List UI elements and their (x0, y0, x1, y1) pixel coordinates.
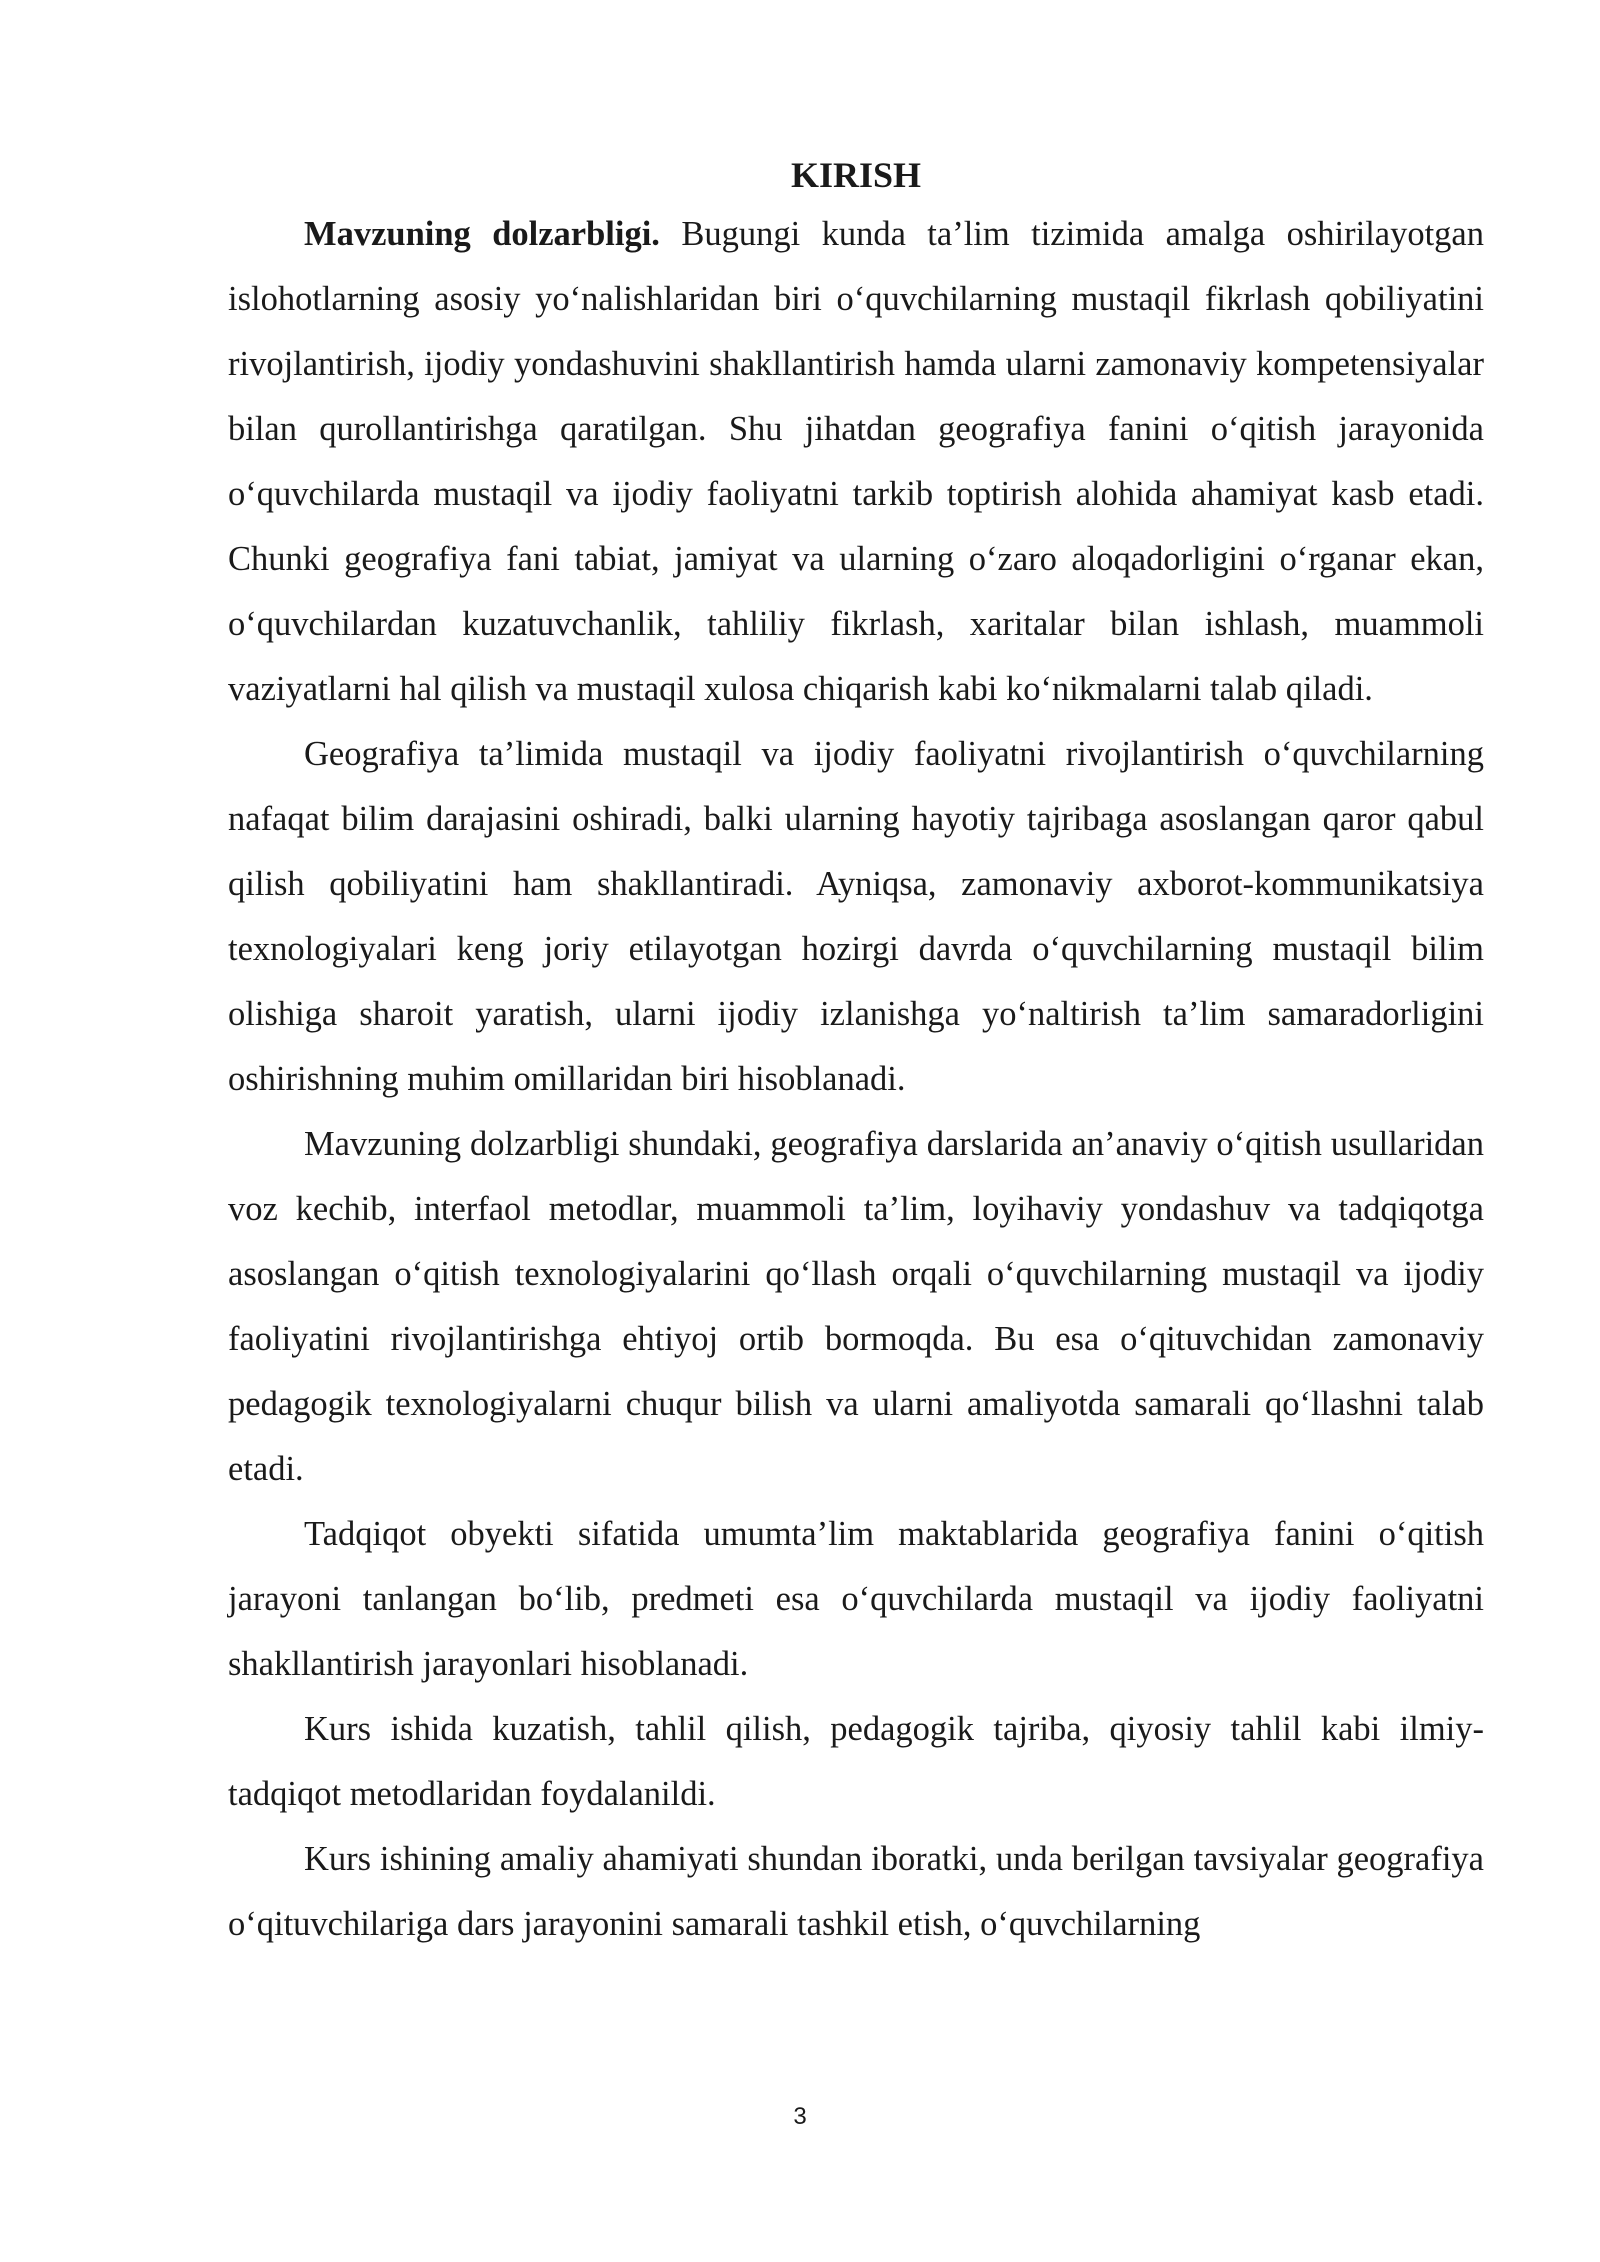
page-content (228, 148, 1484, 1957)
paragraph-lead: Mavzuning dolzarbligi. (304, 215, 660, 253)
paragraph-practical-value: Kurs ishining amaliy ahamiyati shundan iboratki, unda berilgan tavsiyalar geografiya o‘qituvchilariga dars jarayonini samarali tashkil etish, o‘quvchilarning (228, 1840, 1484, 1943)
paragraph-methods: Kurs ishida kuzatish, tahlil qilish, pedagogik tajriba, qiyosiy tahlil kabi ilmiy-tadqiqot metodlaridan foydalanildi. (228, 1710, 1484, 1813)
paragraph-education: Geografiya ta’limida mustaqil va ijodiy faoliyatni rivojlantirish o‘quvchilarning nafaqat bilim darajasini oshiradi, balki ularning hayotiy tajribaga asoslangan qaror qabul qilish qobiliyatini ham shakllantiradi. Ayniqsa, zamonaviy axborot-kommunikatsiya texnologiyalari keng joriy etilayotgan hozirgi davrda o‘quvchilarning mustaqil bilim olishiga sharoit yaratish, ularni ijodiy izlanishga yo‘naltirish ta’lim samaradorligini oshirishning muhim omillaridan biri hisoblanadi. (228, 735, 1484, 1098)
section-heading: KIRISH (790, 155, 922, 195)
paragraph-relevance (228, 202, 1484, 722)
paragraph-topicality: Mavzuning dolzarbligi shundaki, geografiya darslarida an’anaviy o‘qitish usullaridan voz kechib, interfaol metodlar, muammoli ta’lim, loyihaviy yondashuv va tadqiqotga asoslangan o‘qitish texnologiyalarini qo‘llash orqali o‘quvchilarning mustaqil va ijodiy faoliyatini rivojlantirishga ehtiyoj ortib bormoqda. Bu esa o‘qituvchidan zamonaviy pedagogik texnologiyalarni chuqur bilish va ularni amaliyotda samarali qo‘llashni talab etadi. (228, 1125, 1484, 1488)
paragraph-research-object: Tadqiqot obyekti sifatida umumta’lim maktablarida geografiya fanini o‘qitish jarayoni tanlangan bo‘lib, predmeti esa o‘quvchilarda mustaqil va ijodiy faoliyatni shakllantirish jarayonlari hisoblanadi. (228, 1515, 1484, 1683)
page-number: 3 (793, 2103, 807, 2130)
paragraph-text: Bugungi kunda ta’lim tizimida amalga oshirilayotgan islohotlarning asosiy yo‘nalishlaridan biri o‘quvchilarning mustaqil fikrlash qobiliyatini rivojlantirish, ijodiy yondashuvini shakllantirish hamda ularni zamonaviy kompetensiyalar bilan qurollantirishga qaratilgan. Shu jihatdan geografiya fanini o‘qitish jarayonida o‘quvchilarda mustaqil va ijodiy faoliyatni tarkib toptirish alohida ahamiyat kasb etadi. Chunki geografiya fani tabiat, jamiyat va ularning o‘zaro aloqadorligini o‘rganar ekan, o‘quvchilardan kuzatuvchanlik, tahliliy fikrlash, xaritalar bilan ishlash, muammoli vaziyatlarni hal qilish va mustaqil xulosa chiqarish kabi ko‘nikmalarni talab qiladi. (228, 215, 1484, 708)
